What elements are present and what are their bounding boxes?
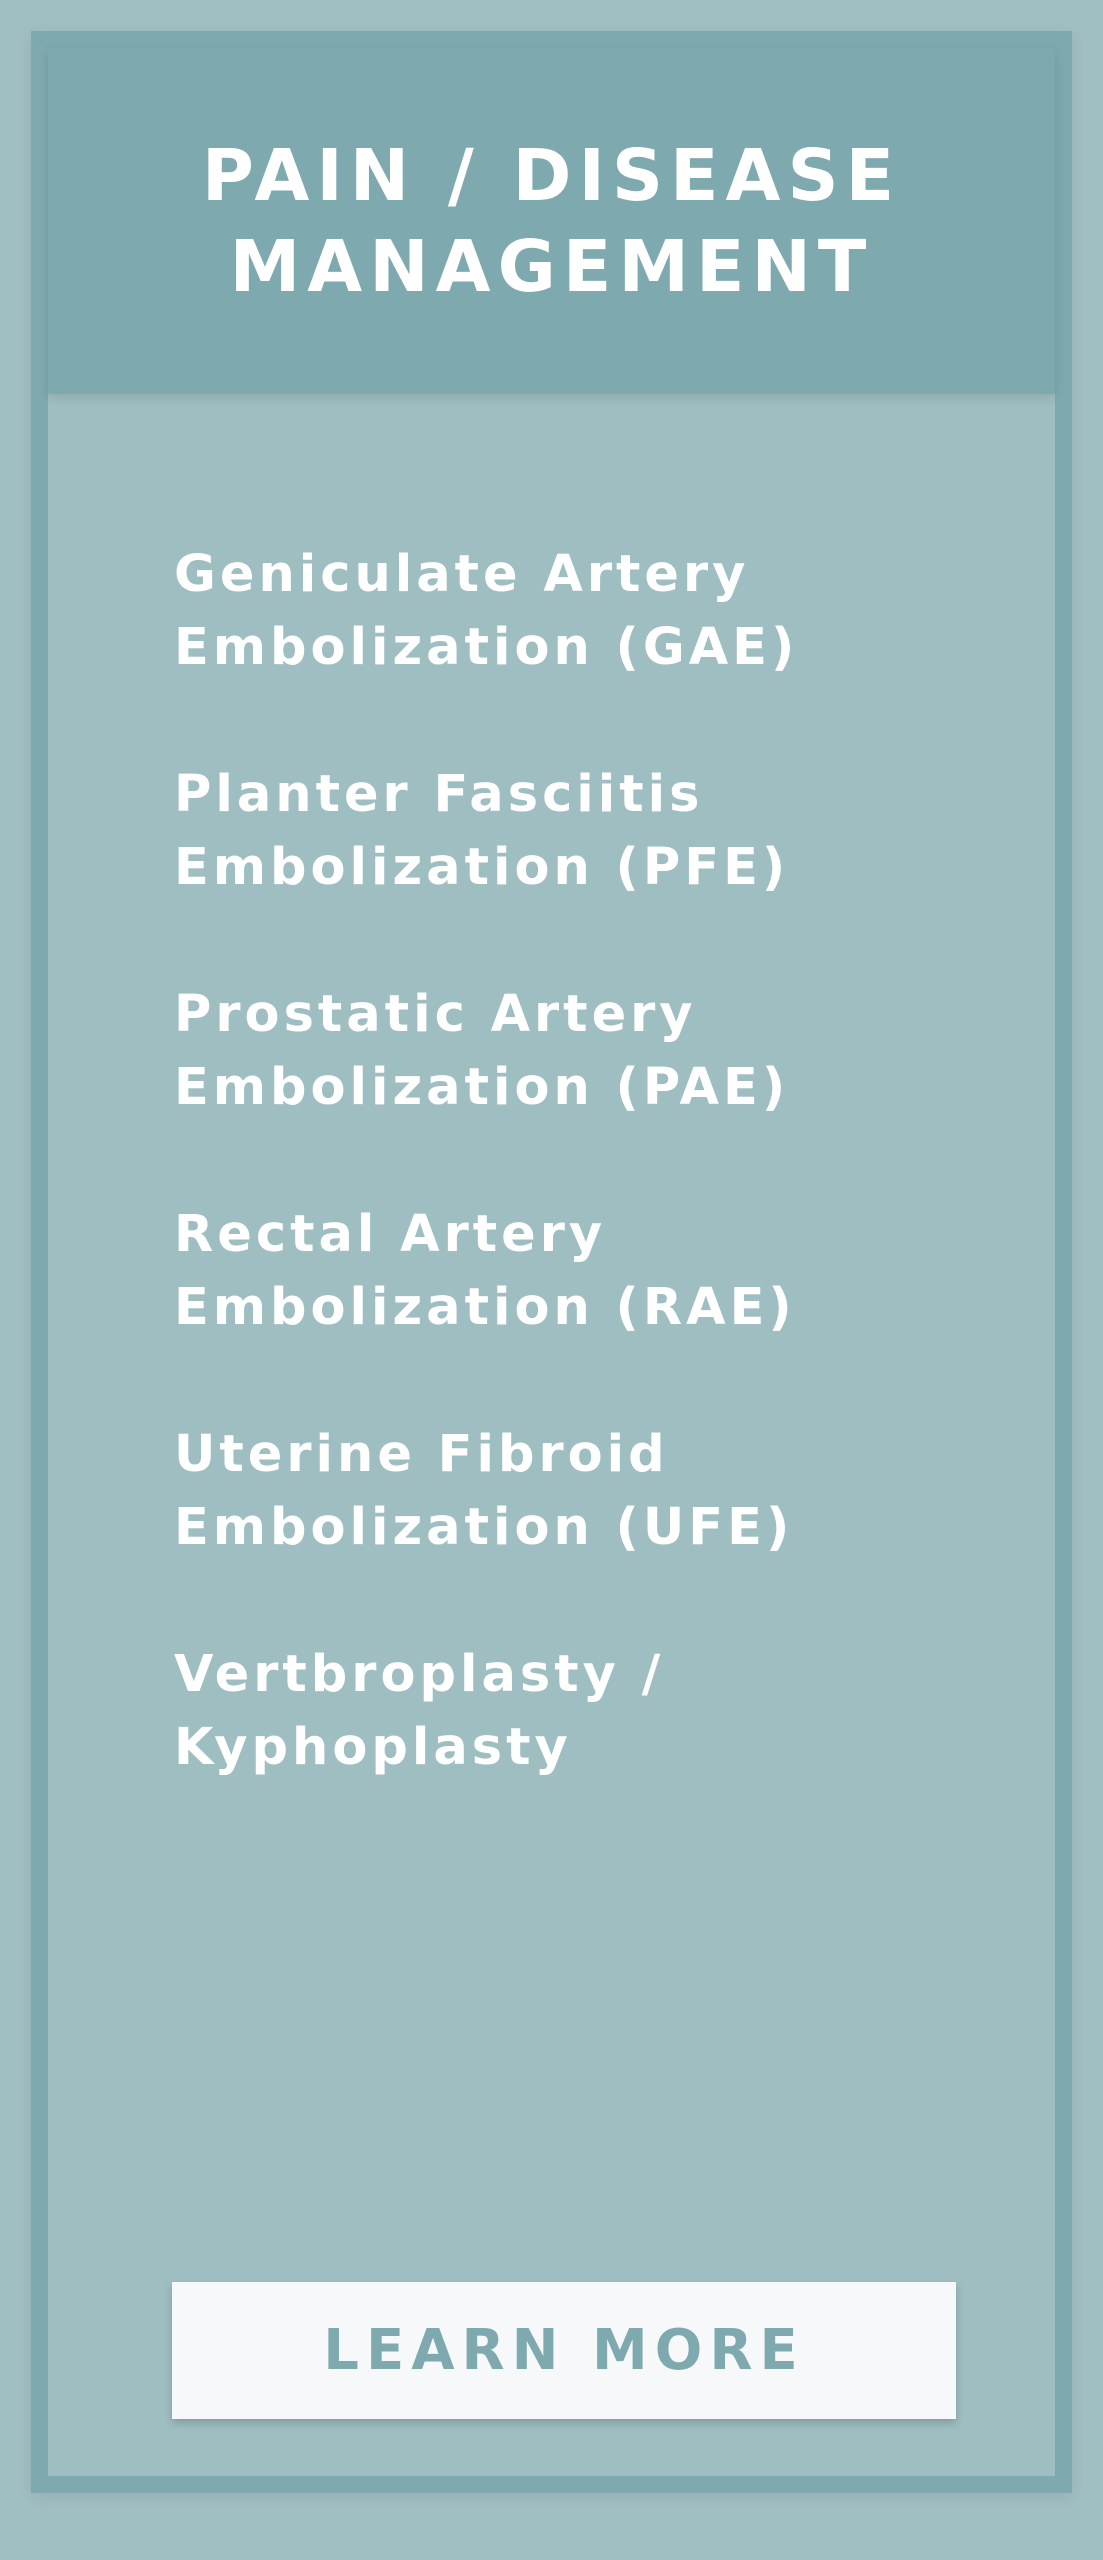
procedure-type: Embolization (PFE) <box>174 838 790 897</box>
procedure-item-pfe <box>174 758 798 904</box>
service-card <box>31 31 1072 2493</box>
procedure-type: Embolization (PAE) <box>174 1058 790 1117</box>
procedure-type: Embolization (UFE) <box>174 1498 794 1557</box>
procedure-name: Planter Fasciitis <box>174 765 704 824</box>
header-title-line-2: MANAGEMENT <box>229 225 874 308</box>
procedure-item-gae <box>174 538 798 684</box>
learn-more-label: LEARN MORE <box>323 2318 805 2383</box>
procedure-item-rae <box>174 1198 798 1344</box>
header-title-line-1: PAIN / DISEASE <box>201 134 902 217</box>
procedure-name: Geniculate Artery <box>174 545 750 604</box>
procedure-type: Embolization (GAE) <box>174 618 799 677</box>
procedure-name: Rectal Artery <box>174 1205 607 1264</box>
procedure-item-ufe <box>174 1418 798 1564</box>
card-header <box>48 48 1055 394</box>
procedure-item-pae <box>174 978 798 1124</box>
procedure-name: Prostatic Artery <box>174 985 697 1044</box>
procedure-name: Vertbroplasty / <box>174 1645 665 1704</box>
procedure-list <box>174 538 798 1858</box>
procedure-type: Embolization (RAE) <box>174 1278 796 1337</box>
procedure-name: Uterine Fibroid <box>174 1425 669 1484</box>
procedure-item-vertebroplasty <box>174 1638 798 1784</box>
learn-more-button[interactable] <box>172 2282 956 2419</box>
procedure-type: Kyphoplasty <box>174 1718 572 1777</box>
